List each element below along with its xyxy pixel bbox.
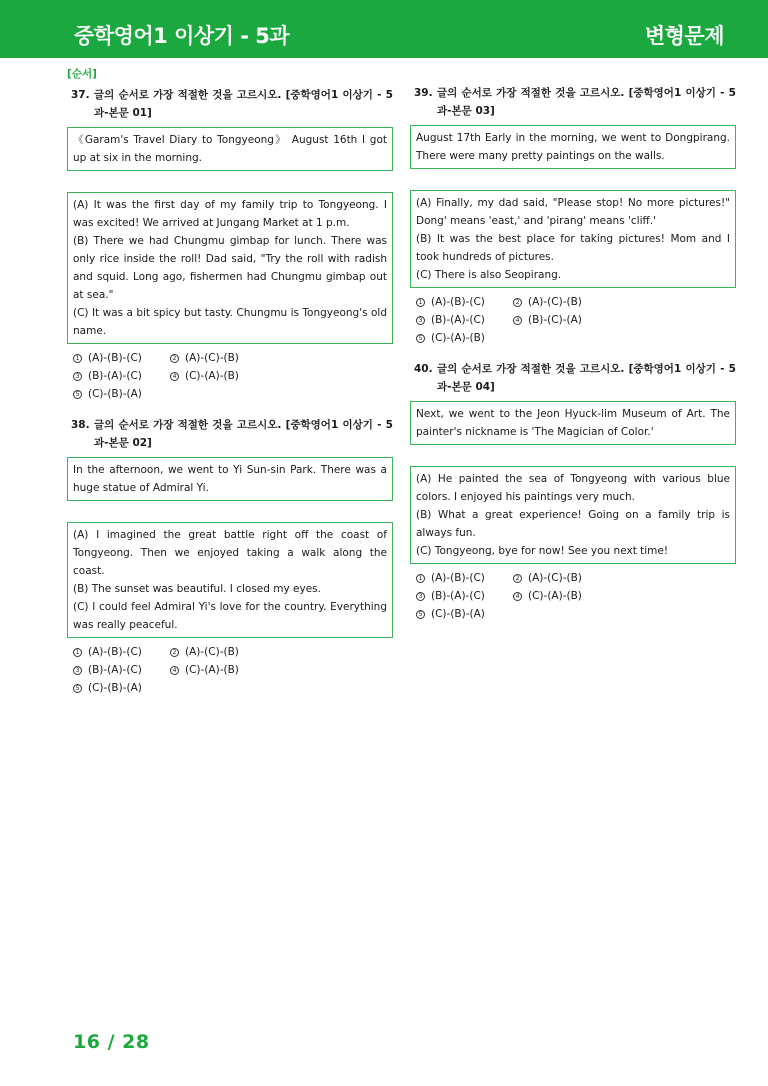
choice-text: (C)-(A)-(B) — [185, 370, 239, 382]
option-a: (A) He painted the sea of Tongyeong with various blue colors. I enjoyed his paintings very much. — [416, 473, 730, 503]
answer-choice-5[interactable] — [73, 385, 170, 403]
question-40 — [410, 360, 736, 623]
left-column — [67, 66, 393, 697]
given-passage: In the afternoon, we went to Yi Sun-sin Park. There was a huge statue of Admiral Yi. — [73, 464, 387, 494]
choice-text: (A)-(B)-(C) — [88, 352, 142, 364]
choice-marker: 1 — [416, 298, 425, 307]
page-number — [73, 1031, 150, 1053]
answer-choice-4[interactable] — [170, 661, 267, 679]
option-c: (C) I could feel Admiral Yi's love for the country. Everything was really peaceful. — [73, 601, 387, 631]
choice-text: (A)-(C)-(B) — [528, 296, 582, 308]
given-passage-box — [67, 457, 393, 501]
options-box — [67, 522, 393, 638]
option-c: (C) It was a bit spicy but tasty. Chungmu is Tongyeong's old name. — [73, 307, 387, 337]
option-c: (C) Tongyeong, bye for now! See you next time! — [416, 545, 669, 557]
question-number: 38. — [71, 419, 90, 431]
given-passage: August 17th Early in the morning, we went to Dongpirang. There were many pretty paintings on the walls. — [416, 132, 730, 162]
answer-choice-2[interactable] — [170, 349, 267, 367]
document-category: 변형문제 — [644, 24, 724, 48]
answer-choice-1[interactable] — [416, 293, 513, 311]
answer-choice-3[interactable] — [416, 311, 513, 329]
choice-text: (B)-(A)-(C) — [88, 370, 142, 382]
question-38 — [67, 416, 393, 697]
question-header — [67, 416, 393, 452]
answer-choices — [67, 349, 393, 403]
question-prompt: 글의 순서로 가장 적절한 것을 고르시오. [중학영어1 이상기 - 5과-본문 03] — [437, 87, 736, 117]
question-39 — [410, 84, 736, 347]
choice-marker: 3 — [73, 666, 82, 675]
option-b: (B) It was the best place for taking pictures! Mom and I took hundreds of pictures. — [416, 233, 730, 263]
choice-text: (B)-(A)-(C) — [431, 590, 485, 602]
answer-choice-3[interactable] — [73, 661, 170, 679]
answer-choice-4[interactable] — [170, 367, 267, 385]
option-c: (C) There is also Seopirang. — [416, 269, 562, 281]
choice-text: (B)-(A)-(C) — [88, 664, 142, 676]
right-column — [410, 84, 736, 623]
answer-choice-2[interactable] — [513, 569, 610, 587]
choice-text: (C)-(B)-(A) — [431, 608, 485, 620]
answer-choice-2[interactable] — [513, 293, 610, 311]
option-b: (B) What a great experience! Going on a family trip is always fun. — [416, 509, 730, 539]
answer-choice-5[interactable] — [73, 679, 170, 697]
options-box — [410, 190, 736, 288]
options-box — [410, 466, 736, 564]
given-passage-box — [410, 125, 736, 169]
option-a: (A) I imagined the great battle right off the coast of Tongyeong. Then we enjoyed taking a walk along the coast. — [73, 529, 387, 577]
choice-marker: 1 — [73, 354, 82, 363]
choice-marker: 3 — [73, 372, 82, 381]
choice-marker: 5 — [416, 610, 425, 619]
choice-text: (A)-(B)-(C) — [431, 572, 485, 584]
choice-text: (A)-(C)-(B) — [185, 352, 239, 364]
options-box — [67, 192, 393, 344]
page-header — [0, 0, 768, 58]
given-passage-box — [410, 401, 736, 445]
choice-marker: 4 — [170, 666, 179, 675]
choice-marker: 2 — [170, 354, 179, 363]
document-title: 중학영어1 이상기 - 5과 — [74, 24, 290, 48]
choice-text: (A)-(C)-(B) — [528, 572, 582, 584]
given-passage: 《Garam's Travel Diary to Tongyeong》 August 16th I got up at six in the morning. — [73, 134, 387, 164]
choice-text: (A)-(B)-(C) — [88, 646, 142, 658]
page-separator: / — [107, 1031, 116, 1053]
answer-choice-1[interactable] — [416, 569, 513, 587]
choice-marker: 4 — [170, 372, 179, 381]
choice-text: (C)-(A)-(B) — [431, 332, 485, 344]
choice-marker: 1 — [416, 574, 425, 583]
choice-text: (B)-(A)-(C) — [431, 314, 485, 326]
current-page: 16 — [73, 1031, 101, 1053]
answer-choice-4[interactable] — [513, 311, 610, 329]
choice-text: (A)-(B)-(C) — [431, 296, 485, 308]
given-passage: Next, we went to the Jeon Hyuck-lim Museum of Art. The painter's nickname is 'The Magician of Color.' — [416, 408, 730, 438]
choice-marker: 4 — [513, 316, 522, 325]
option-a: (A) Finally, my dad said, "Please stop! No more pictures!" Dong' means 'east,' and 'pirang' means 'cliff.' — [416, 197, 730, 227]
option-b: (B) The sunset was beautiful. I closed my eyes. — [73, 583, 321, 595]
choice-marker: 2 — [513, 574, 522, 583]
given-passage-box — [67, 127, 393, 171]
choice-marker: 5 — [73, 684, 82, 693]
choice-text: (A)-(C)-(B) — [185, 646, 239, 658]
answer-choice-5[interactable] — [416, 605, 513, 623]
question-prompt: 글의 순서로 가장 적절한 것을 고르시오. [중학영어1 이상기 - 5과-본문 04] — [437, 363, 736, 393]
question-number: 37. — [71, 89, 90, 101]
option-a: (A) It was the first day of my family trip to Tongyeong. I was excited! We arrived at Jungang Market at 1 p.m. — [73, 199, 387, 229]
choice-text: (C)-(A)-(B) — [185, 664, 239, 676]
answer-choices — [410, 293, 736, 347]
question-number: 40. — [414, 363, 433, 375]
answer-choice-2[interactable] — [170, 643, 267, 661]
choice-marker: 1 — [73, 648, 82, 657]
choice-text: (C)-(B)-(A) — [88, 682, 142, 694]
choice-marker: 3 — [416, 592, 425, 601]
section-tag: [순서] — [67, 68, 97, 80]
choice-marker: 2 — [170, 648, 179, 657]
question-number: 39. — [414, 87, 433, 99]
choice-marker: 5 — [416, 334, 425, 343]
choice-text: (C)-(A)-(B) — [528, 590, 582, 602]
question-header — [67, 86, 393, 122]
question-37 — [67, 86, 393, 403]
choice-marker: 5 — [73, 390, 82, 399]
choice-marker: 2 — [513, 298, 522, 307]
question-prompt: 글의 순서로 가장 적절한 것을 고르시오. [중학영어1 이상기 - 5과-본문 01] — [94, 89, 393, 119]
question-header — [410, 84, 736, 120]
answer-choices — [410, 569, 736, 623]
choice-text: (C)-(B)-(A) — [88, 388, 142, 400]
answer-choice-3[interactable] — [73, 367, 170, 385]
option-b: (B) There we had Chungmu gimbap for lunch. There was only rice inside the roll! Dad said, "Try the roll with radish and squid. Long ago, fishermen had Chungmu gimbap out at sea." — [73, 235, 387, 301]
question-prompt: 글의 순서로 가장 적절한 것을 고르시오. [중학영어1 이상기 - 5과-본문 02] — [94, 419, 393, 449]
choice-marker: 3 — [416, 316, 425, 325]
answer-choice-4[interactable] — [513, 587, 610, 605]
total-pages: 28 — [122, 1031, 150, 1053]
choice-marker: 4 — [513, 592, 522, 601]
answer-choice-1[interactable] — [73, 643, 170, 661]
answer-choices — [67, 643, 393, 697]
choice-text: (B)-(C)-(A) — [528, 314, 582, 326]
question-header — [410, 360, 736, 396]
answer-choice-5[interactable] — [416, 329, 513, 347]
answer-choice-3[interactable] — [416, 587, 513, 605]
answer-choice-1[interactable] — [73, 349, 170, 367]
